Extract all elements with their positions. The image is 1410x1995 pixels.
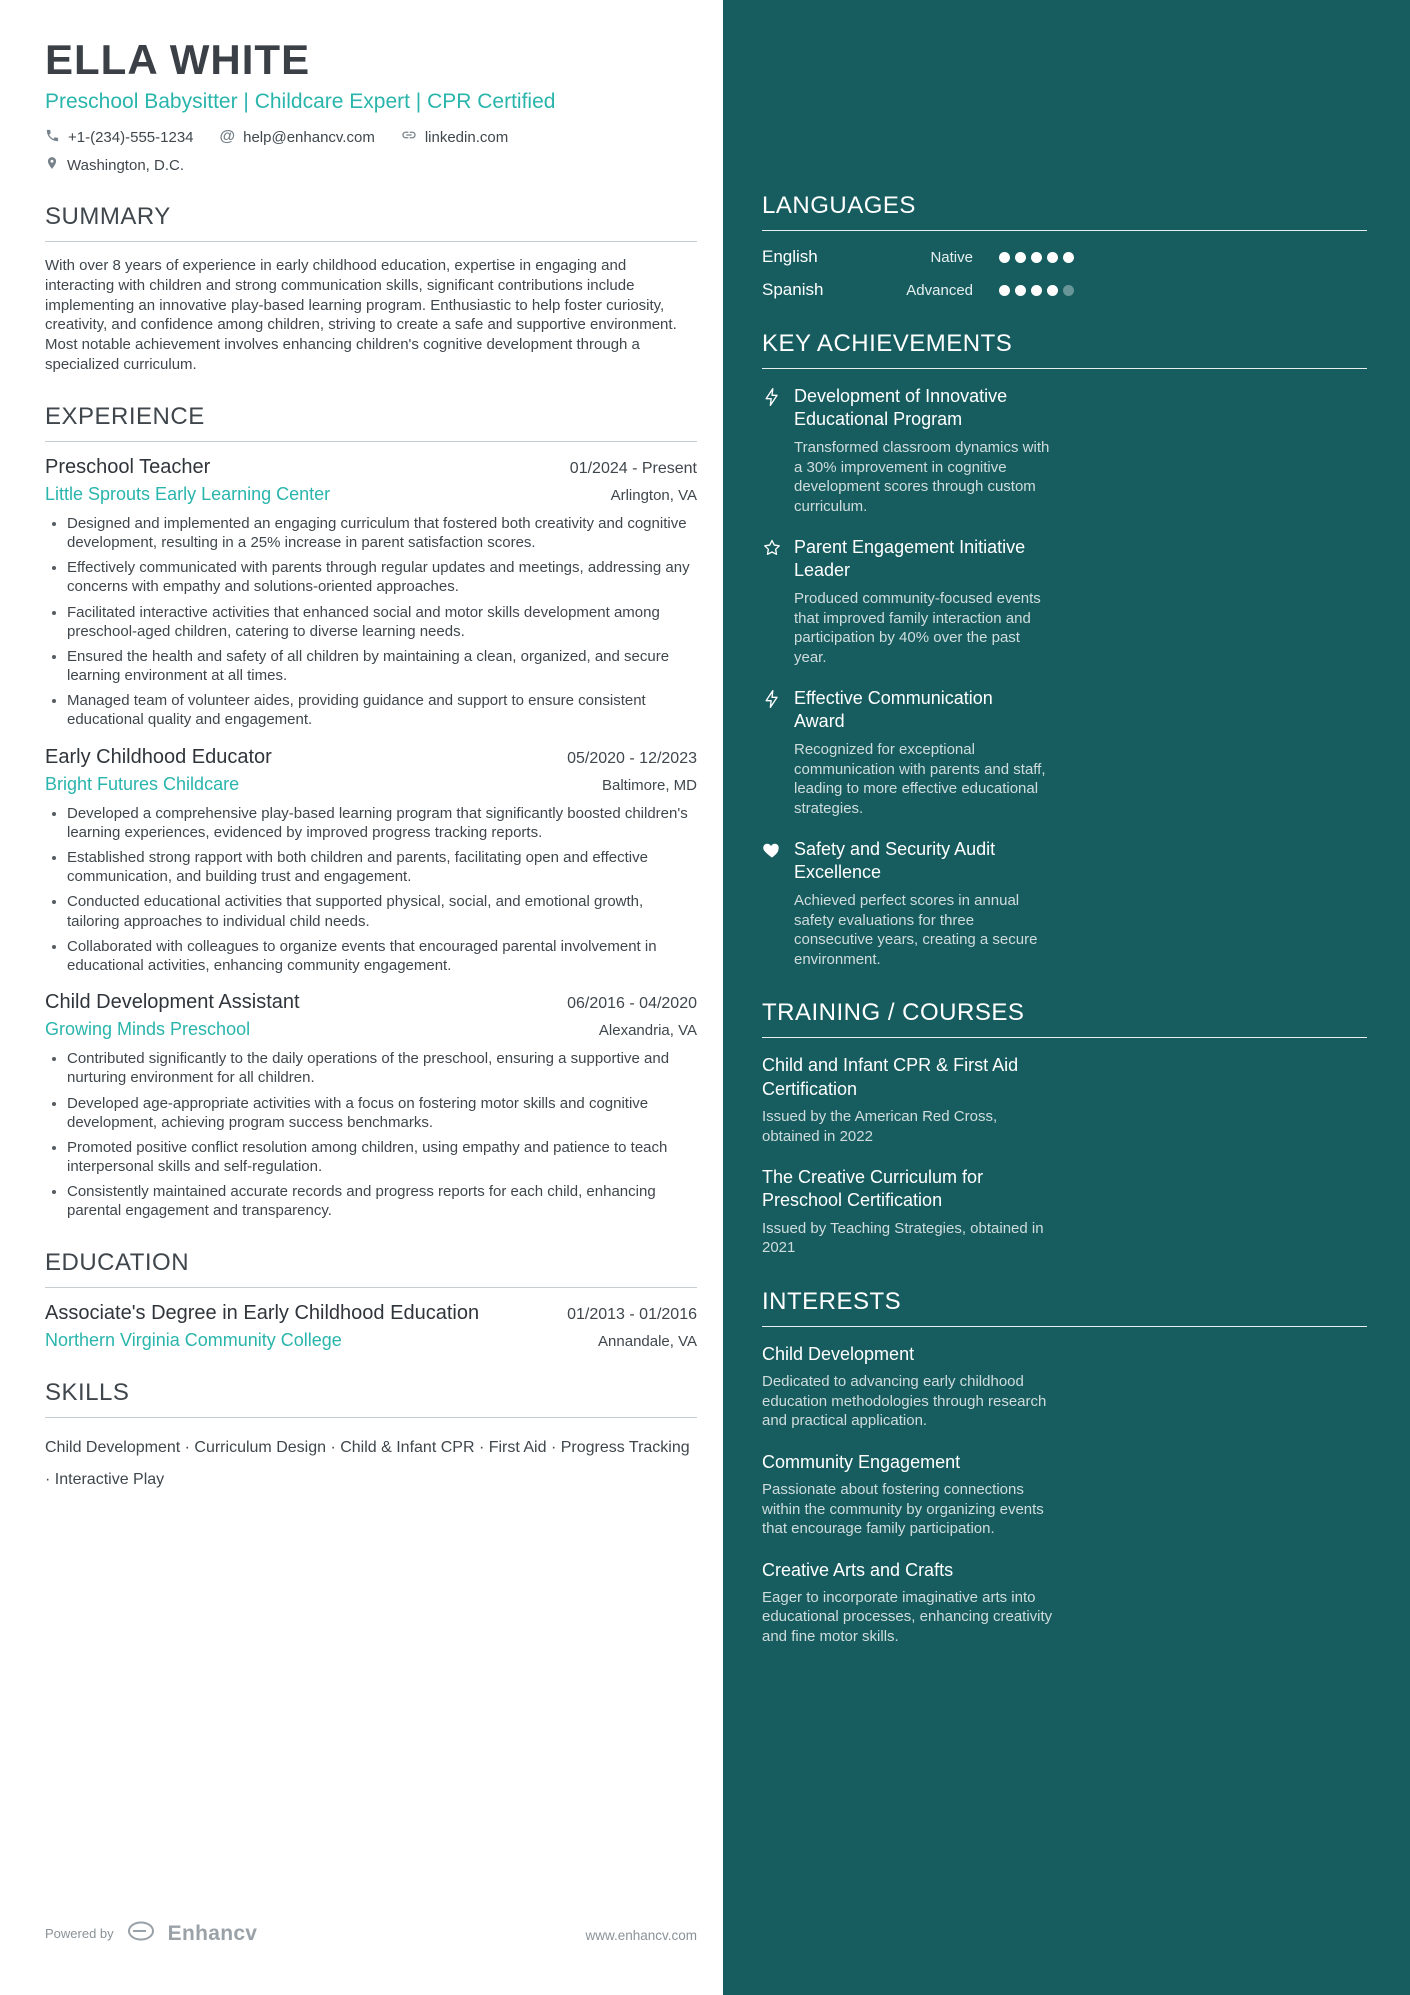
experience-heading: EXPERIENCE [45, 403, 697, 442]
interest-text: Dedicated to advancing early childhood education methodologies through research and practical application. [762, 1373, 1047, 1430]
training-title: The Creative Curriculum for Preschool Certification [762, 1167, 984, 1211]
job-bullet: • Consistently maintained accurate records and progress reports for each child, enhancing parental engagement and transparency. [67, 1182, 697, 1220]
job-location: Alexandria, VA [598, 1022, 697, 1040]
languages-heading: LANGUAGES [762, 192, 1367, 231]
proficiency-dot [1063, 285, 1074, 296]
job-dates: 01/2024 - Present [569, 459, 697, 477]
job-company: Little Sprouts Early Learning Center [45, 483, 331, 504]
proficiency-dot [1031, 252, 1042, 263]
experience-entry [45, 991, 697, 1221]
email-contact[interactable] [220, 128, 375, 146]
phone-number: +1-(234)-555-1234 [68, 128, 194, 146]
proficiency-dot [1047, 252, 1058, 263]
achievement-text: Produced community-focused events that improved family interaction and participation by 40% over the past year. [794, 590, 1041, 666]
job-dates: 05/2020 - 12/2023 [567, 749, 697, 767]
achievement-item [762, 838, 1367, 969]
job-bullet: • Developed a comprehensive play-based learning program that significantly boosted children's learning experiences, evidenced by improved progress tracking reports. [67, 804, 697, 842]
language-level: Advanced [906, 281, 973, 299]
location-contact [45, 155, 184, 175]
achievement-title: Effective Communication Award [794, 688, 993, 732]
achievement-title: Safety and Security Audit Excellence [794, 839, 996, 883]
achievement-text: Recognized for exceptional communication with parents and staff, leading to more effective educational strategies. [794, 741, 1046, 817]
experience-entry [45, 746, 697, 976]
interest-item [762, 1343, 1367, 1431]
job-bullets [45, 1049, 697, 1221]
proficiency-dot [1047, 285, 1058, 296]
proficiency-dot [1031, 285, 1042, 296]
achievement-text: Transformed classroom dynamics with a 30% improvement in cognitive development scores through custom curriculum. [794, 439, 1050, 515]
school-location: Annandale, VA [598, 1332, 697, 1350]
education-section [45, 1249, 697, 1351]
key-achievements-section [762, 330, 1367, 969]
enhancv-logo-icon [126, 1920, 156, 1947]
language-proficiency-dots [999, 285, 1074, 296]
skills-section [45, 1379, 697, 1498]
training-courses-heading: TRAINING / COURSES [762, 999, 1367, 1038]
location-text: Washington, D.C. [67, 156, 184, 174]
interest-text: Eager to incorporate imaginative arts into educational processes, enhancing creativity and fine motor skills. [762, 1588, 1053, 1645]
star-icon [762, 536, 794, 667]
resume-header [45, 36, 697, 175]
lightning-icon [762, 385, 794, 516]
training-title: Child and Infant CPR & First Aid Certification [762, 1055, 1019, 1099]
skills-heading: SKILLS [45, 1379, 697, 1418]
interest-item [762, 1559, 1367, 1647]
footer-branding[interactable] [45, 1920, 257, 1947]
job-bullet: • Collaborated with colleagues to organize events that encouraged parental involvement in educational activities, enhancing community engagement. [67, 937, 697, 975]
link-contact[interactable] [401, 127, 508, 147]
language-proficiency-dots [999, 252, 1074, 263]
email-address[interactable]: help@enhancv.com [243, 128, 375, 146]
job-bullet: • Promoted positive conflict resolution among children, using empathy and patience to teach interpersonal skills and self-regulation. [67, 1138, 697, 1176]
job-title: Preschool Teacher [45, 455, 211, 478]
training-item [762, 1166, 1367, 1258]
powered-by-label: Powered by [45, 1926, 114, 1941]
language-level: Native [930, 248, 973, 266]
training-courses-section [762, 999, 1367, 1258]
summary-heading: SUMMARY [45, 203, 697, 242]
at-icon: @ [219, 128, 236, 145]
job-bullet: • Established strong rapport with both children and parents, facilitating open and effective communication, and building trust and engagement. [67, 848, 697, 886]
job-bullet: • Contributed significantly to the daily operations of the preschool, ensuring a supportive and nurturing environment for all children. [67, 1049, 697, 1087]
achievement-title: Development of Innovative Educational Program [794, 386, 1008, 430]
proficiency-dot [999, 285, 1010, 296]
degree-title: Associate's Degree in Early Childhood Education [45, 1301, 480, 1324]
job-title: Early Childhood Educator [45, 745, 272, 768]
proficiency-dot [1063, 252, 1074, 263]
job-bullet: • Ensured the health and safety of all children by maintaining a clean, organized, and secure learning environment at all times. [67, 647, 697, 685]
language-row [762, 280, 1074, 300]
job-company: Bright Futures Childcare [45, 773, 240, 794]
job-location: Baltimore, MD [601, 776, 697, 794]
interest-item [762, 1451, 1367, 1539]
job-location: Arlington, VA [610, 486, 697, 504]
skills-list: Child Development · Curriculum Design · Child & Infant CPR · First Aid · Progress Tracking · Interactive Play [45, 1438, 690, 1489]
job-bullet: • Facilitated interactive activities that enhanced social and motor skills development among preschool-aged children, catering to diverse learning needs. [67, 603, 697, 641]
phone-icon [45, 128, 60, 147]
training-text: Issued by the American Red Cross, obtained in 2022 [762, 1108, 998, 1145]
experience-entry [45, 456, 697, 730]
job-title: Child Development Assistant [45, 991, 300, 1014]
experience-section [45, 403, 697, 1221]
achievement-title: Parent Engagement Initiative Leader [794, 537, 1026, 581]
contact-row [45, 127, 697, 147]
location-icon [45, 155, 59, 175]
job-company: Growing Minds Preschool [45, 1019, 251, 1040]
job-bullet: • Managed team of volunteer aides, providing guidance and support to ensure consistent educational quality and engagement. [67, 691, 697, 729]
language-name: English [762, 247, 818, 266]
training-text: Issued by Teaching Strategies, obtained in 2021 [762, 1219, 1044, 1257]
proficiency-dot [999, 252, 1010, 263]
summary-text: With over 8 years of experience in early childhood education, expertise in engaging and interacting with children and strong communication skills, significant contributions include implementing an innovative play-based learning program. Enthusiastic to help foster curiosity, creativity, and confidence among children, striving to create a safe and supportive environment. Most notable achievement involves enhancing children's cognitive development through a specialized curriculum. [45, 257, 677, 373]
summary-section [45, 203, 697, 375]
job-bullet: • Designed and implemented an engaging curriculum that fostered both creativity and cognitive development, resulting in a 25% increase in parent satisfaction scores. [67, 514, 697, 552]
job-bullet: • Conducted educational activities that supported physical, social, and emotional growth, tailoring approaches to individual child needs. [67, 892, 697, 930]
contact-row [45, 155, 697, 175]
link-icon [401, 127, 417, 147]
key-achievements-heading: KEY ACHIEVEMENTS [762, 330, 1367, 369]
school-name: Northern Virginia Community College [45, 1329, 342, 1350]
languages-section [762, 192, 1367, 300]
achievement-item [762, 385, 1367, 516]
job-bullets [45, 804, 697, 976]
phone-contact [45, 128, 194, 147]
training-item [762, 1054, 1367, 1146]
achievement-text: Achieved perfect scores in annual safety evaluations for three consecutive years, creating a secure environment. [794, 892, 1038, 968]
interest-title: Creative Arts and Crafts [762, 1559, 954, 1580]
footer-website[interactable]: www.enhancv.com [585, 1928, 697, 1943]
interest-text: Passionate about fostering connections within the community by organizing events that encourage family participation. [762, 1481, 1044, 1538]
brand-name: Enhancv [167, 1921, 258, 1945]
interest-title: Community Engagement [762, 1451, 961, 1472]
proficiency-dot [1015, 252, 1026, 263]
interest-title: Child Development [762, 1343, 915, 1364]
lightning-icon [762, 687, 794, 818]
education-heading: EDUCATION [45, 1249, 697, 1288]
candidate-title: Preschool Babysitter | Childcare Expert | CPR Certified [45, 90, 556, 113]
achievement-item [762, 687, 1367, 818]
job-bullet: • Effectively communicated with parents through regular updates and meetings, addressing any concerns with empathy and solutions-oriented approaches. [67, 558, 697, 596]
job-bullet: • Developed age-appropriate activities with a focus on fostering motor skills and cognitive development, achieving program success benchmarks. [67, 1094, 697, 1132]
interests-heading: INTERESTS [762, 1288, 1367, 1327]
job-dates: 06/2016 - 04/2020 [567, 995, 697, 1013]
interests-section [762, 1288, 1367, 1647]
proficiency-dot [1015, 285, 1026, 296]
heart-icon [762, 838, 794, 969]
sidebar [723, 0, 1410, 1995]
education-dates: 01/2013 - 01/2016 [567, 1305, 697, 1323]
language-name: Spanish [762, 280, 824, 299]
link-url[interactable]: linkedin.com [424, 128, 509, 146]
achievement-item [762, 536, 1367, 667]
candidate-name: ELLA WHITE [45, 36, 311, 83]
language-row [762, 247, 1074, 267]
job-bullets [45, 514, 697, 730]
